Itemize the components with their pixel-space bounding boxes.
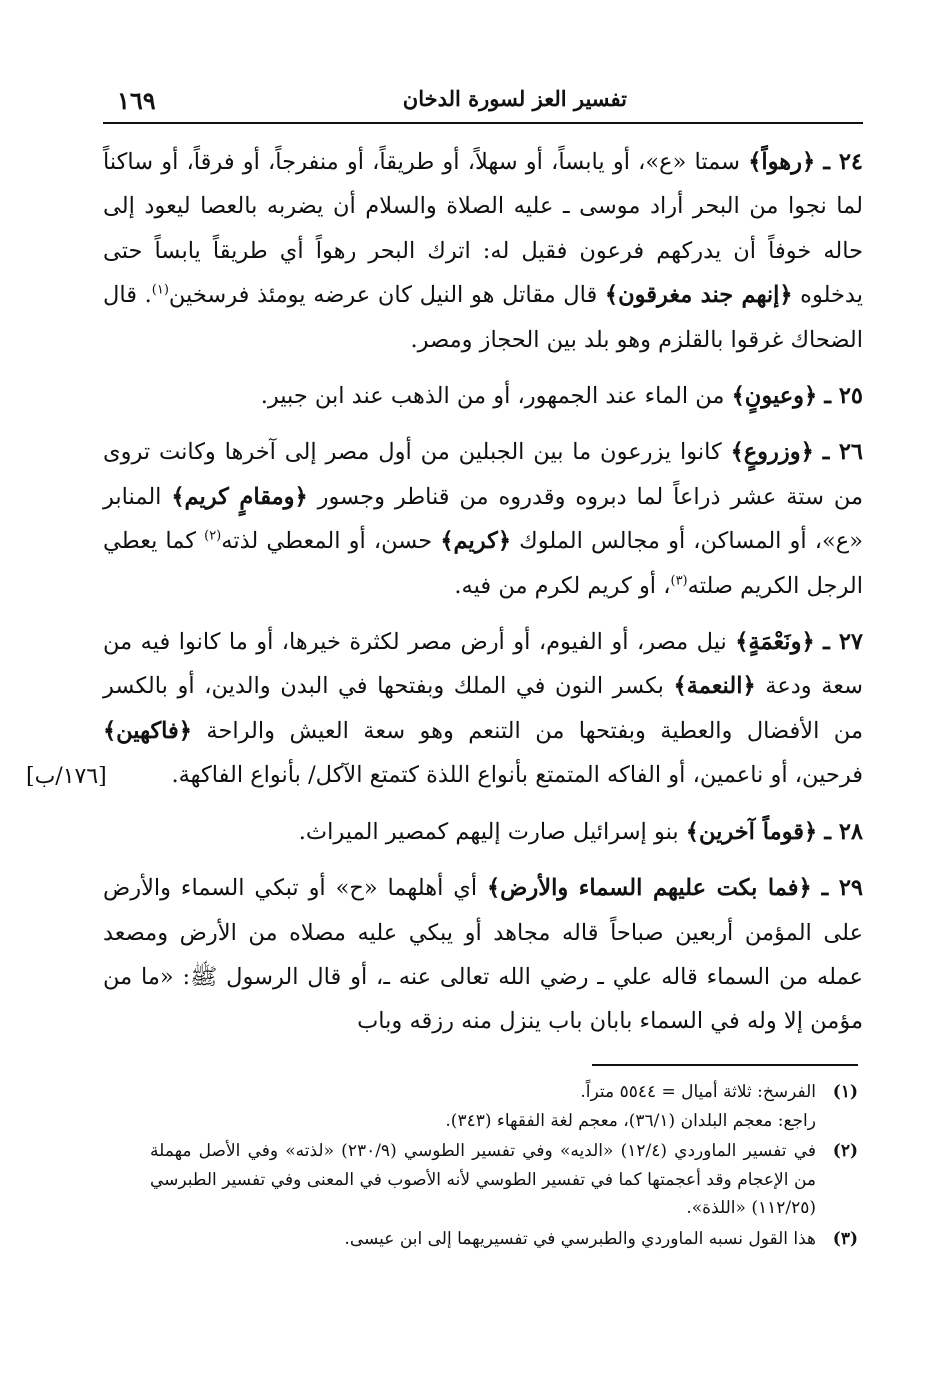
footnotes [150, 1078, 858, 1255]
quran-quote: ﴿رهواً﴾ [748, 149, 816, 175]
footnote-body [150, 1137, 816, 1223]
footnote-ref: (١) [151, 282, 169, 298]
commentary-text: ، أو كريم لكرم من فيه. [454, 572, 671, 599]
commentary-text: بكسر النون في الملك وبفتحها في البدن والدين، أو بالكسر من الأفضال والعطية وبفتحها من التنعم وهو سعة العيش والراحة [103, 673, 863, 744]
commentary-text: . قال الضحاك غرقوا بالقلزم وهو بلد بين الحجاز ومصر. [103, 282, 863, 353]
quran-quote: ﴿فما بكت عليهم السماء والأرض﴾ [487, 875, 812, 902]
commentary-text [814, 439, 823, 465]
verse-number: ٢٥ ـ [824, 383, 863, 410]
commentary-text: بنو إسرائيل صارت إليهم كمصير الميراث. [298, 818, 686, 845]
commentary-text: حسن، أو المعطي لذته [221, 528, 441, 555]
verse-number: ٢٦ ـ [822, 439, 863, 466]
verse-commentary-paragraph [103, 866, 863, 1044]
quran-quote: ﴿وعيونٍ﴾ [731, 383, 818, 410]
running-title: تفسير العز لسورة الدخان [402, 86, 627, 111]
footnote-mark: (٢) [832, 1141, 858, 1161]
commentary-text [815, 629, 823, 655]
commentary-text: كانوا يزرعون ما بين الجبلين من أول مصر إلى آخرها وكانت تروى من ستة عشر ذراعاً لما دبروه وقدروه من قناطر وجسور [103, 439, 864, 510]
verse-commentary-paragraph [103, 810, 863, 854]
footnote-body [150, 1225, 816, 1254]
verse-number: ٢٩ ـ [821, 875, 863, 902]
running-header [103, 82, 863, 124]
footnote-mark: (١) [832, 1082, 858, 1102]
verse-commentary-paragraph [103, 620, 863, 798]
quran-quote: ﴿النعمة﴾ [673, 673, 756, 700]
quran-quote: ﴿ونَعْمَةٍ﴾ [735, 629, 815, 656]
commentary-text: من الماء عند الجمهور، أو من الذهب عند ابن جبير. [260, 383, 732, 410]
verse-number: ٢٨ ـ [824, 818, 863, 845]
verse-commentary-paragraph [103, 374, 863, 418]
footnote-separator [592, 1064, 858, 1066]
footnote-body [150, 1078, 816, 1135]
footnote-mark: (٣) [832, 1228, 858, 1249]
manuscript-folio-note: [١٧٦/ب] [26, 764, 107, 789]
footnote-line: في تفسير الماوردي (١٢/٤) «الديه» وفي تفسير الطوسي (٢٣٠/٩) «لذته» وفي الأصل مهملة من الإعجام وقد أعجمتها كما في تفسير الطوسي لأنه الأصوب في المعنى وفي تفسير الطبرسي (١١٢/٢٥) «اللذة». [150, 1141, 816, 1218]
verse-number: ٢٤ ـ [823, 149, 864, 175]
verse-commentary-paragraph [103, 430, 863, 608]
page-number: ١٦٩ [117, 86, 156, 115]
commentary-text: فرحين، أو ناعمين، أو الفاكه المتمتع بأنواع اللذة كتمتع الآكل/ بأنواع الفاكهة. [171, 762, 863, 789]
commentary-text [812, 875, 822, 901]
footnote-line: هذا القول نسبه الماوردي والطبرسي في تفسيريهما إلى ابن عيسى. [344, 1228, 816, 1249]
quran-quote: ﴿كريم﴾ [440, 528, 512, 555]
main-text [103, 140, 863, 1056]
verse-commentary-paragraph [103, 140, 863, 362]
footnote [150, 1078, 858, 1135]
commentary-text: المنابر «ع»، أو المساكن، أو مجالس الملوك [103, 483, 863, 555]
quran-quote: ﴿قوماً آخرين﴾ [685, 818, 818, 845]
verse-number: ٢٧ ـ [823, 629, 863, 656]
quran-quote: ﴿فاكهين﴾ [103, 717, 192, 744]
footnote-ref: (٣) [670, 573, 688, 589]
commentary-text: أي أهلهما «ح» أو تبكي السماء والأرض على المؤمن أربعين صباحاً قاله مجاهد أو يبكي عليه مصلاه من الأرض ومصعد عمله من السماء قاله علي ـ رضي الله تعالى عنه ـ، أو قال الرسول ﷺ: «ما من مؤمن إلا وله في السماء بابان باب ينزل منه رزقه وباب [103, 875, 863, 1035]
commentary-text: كما يعطي الرجل الكريم صلته [103, 528, 863, 599]
footnote-line: الفرسخ: ثلاثة أميال = ٥٥٤٤ متراً. [580, 1082, 816, 1102]
footnote [150, 1137, 858, 1223]
quran-quote: ﴿وزروعٍ﴾ [730, 439, 814, 466]
footnote-ref: (٢) [204, 528, 222, 544]
footnote [150, 1225, 858, 1254]
quran-quote: ﴿ومقامٍ كريم﴾ [171, 483, 308, 510]
commentary-text: قال مقاتل هو النيل كان عرضه يومئذ فرسخين [168, 282, 605, 309]
commentary-text: سمتا «ع»، أو يابساً، أو سهلاً، أو طريقاً، أو منفرجاً، أو فرقاً، أو ساكناً لما نجوا من البحر أراد موسى ـ عليه الصلاة والسلام أن يضربه بالعصا ليعود إلى حاله خوفاً أن يدركهم فرعون فقيل له: اترك البحر رهواً أي طريقاً يابساً حتى يدخلوه [103, 149, 863, 309]
commentary-text: نيل مصر، أو الفيوم، أو أرض مصر لكثرة خيرها، أو ما كانوا فيه من سعة ودعة [103, 629, 863, 700]
quran-quote: ﴿إنهم جند مغرقون﴾ [604, 282, 793, 309]
footnote-line: راجع: معجم البلدان (٣٦/١)، معجم لغة الفقهاء (٣٤٣). [445, 1110, 816, 1131]
